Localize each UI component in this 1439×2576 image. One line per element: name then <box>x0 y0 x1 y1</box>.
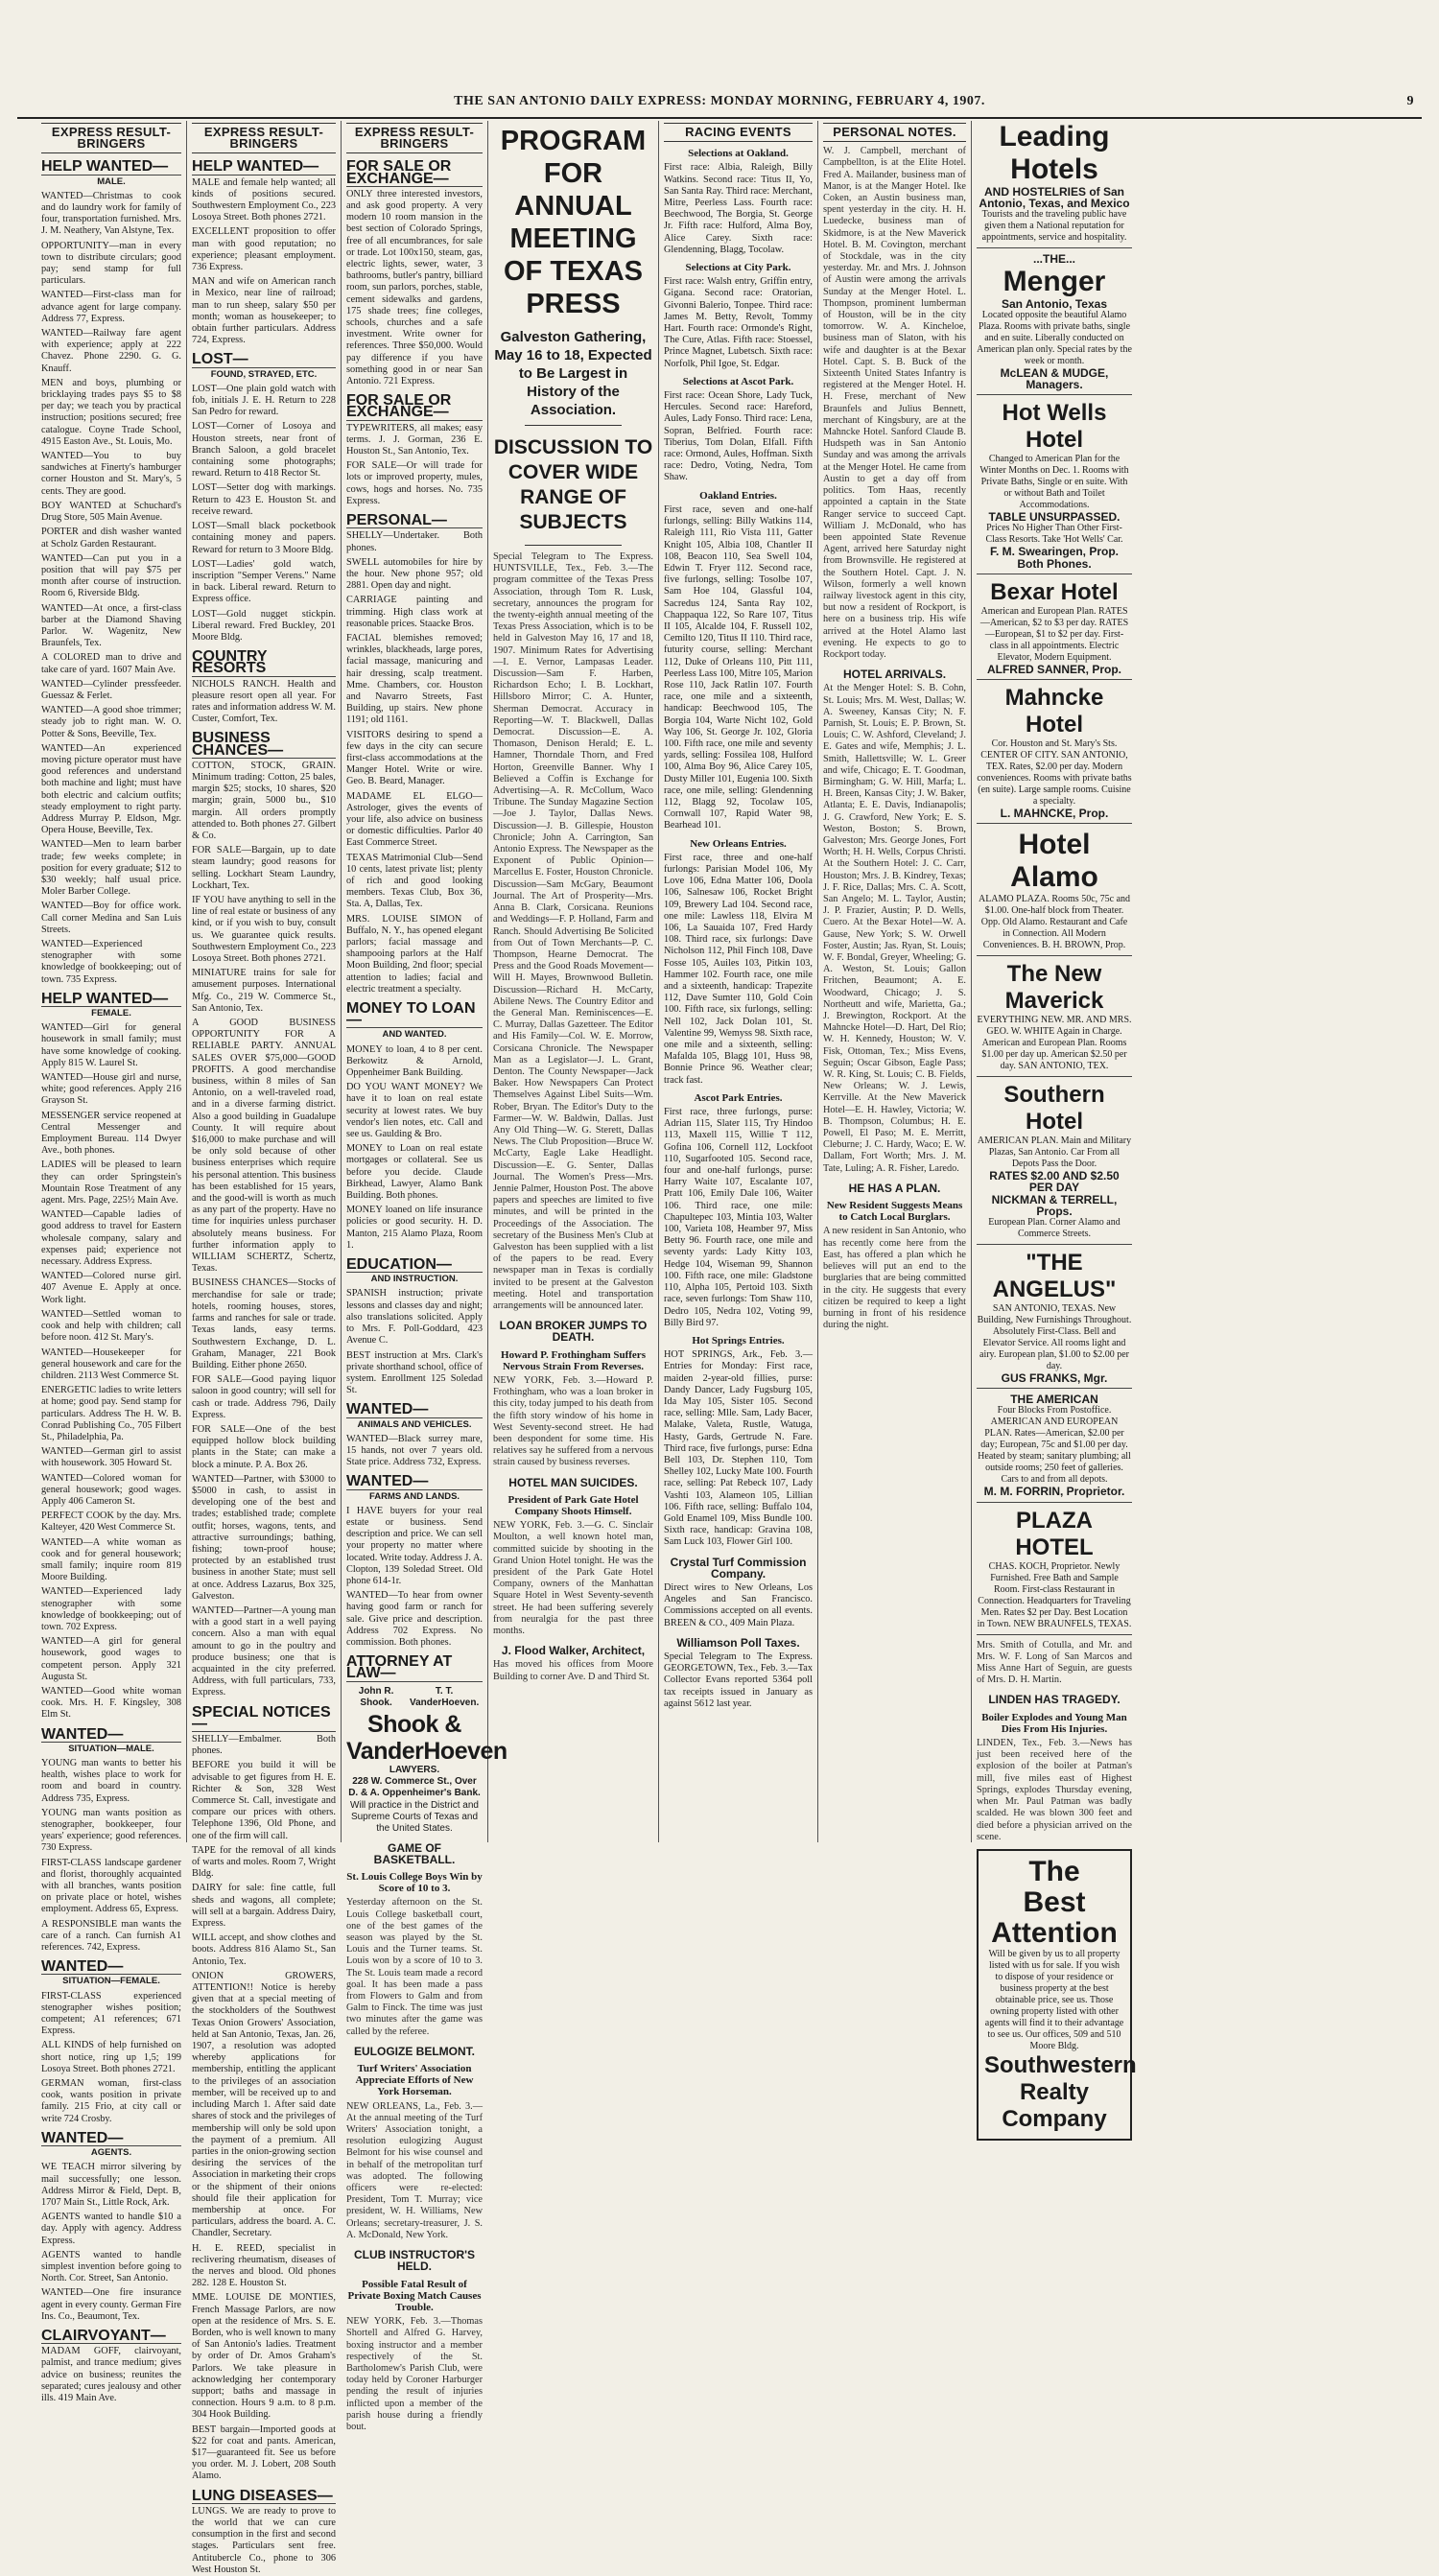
classified-ad: WANTED—Capable ladies of good address to travel for Eastern wholesale company, salary and expenses paid; experience not necessary. Address Express. <box>41 1209 181 1268</box>
classified-ad: PORTER and dish washer wanted at Scholz Garden Restaurant. <box>41 527 181 550</box>
category-heading: PERSONAL— <box>346 515 483 528</box>
classified-ad: WANTED—Colored woman for general housework; good wages. Apply 406 Cameron St. <box>41 1472 181 1507</box>
classified-ad: MAN and wife on American ranch in Mexico, near line of railroad; man to run sheep, salary $50 per month; woman as housekeeper; to obtain further particulars. Address 724, Express. <box>192 276 336 346</box>
classified-ad: GERMAN woman, first-class cook, wants position in private family. 215 Frio, at city call or write 724 Crosby. <box>41 2078 181 2124</box>
category-heading: EDUCATION— <box>346 1259 483 1273</box>
classified-ad: VISITORS desiring to spend a few days in the city can secure first-class accommodations at the Manger Hotel. Write or wire. Geo. B. Beard, Manager. <box>346 729 483 787</box>
story-headline: EULOGIZE BELMONT. <box>354 2044 475 2058</box>
hotel-name: Bexar Hotel <box>990 578 1119 605</box>
notice-body: Has moved his offices from Moore Building to corner Ave. D and Third St. <box>493 1659 653 1682</box>
category-subheading: AGENTS. <box>90 2147 132 2159</box>
hotel-extra: European Plan. Corner Alamo and Commerce Streets. <box>988 1217 1121 1240</box>
story-body: NEW ORLEANS, La., Feb. 3.—At the annual meeting of the Turf Writers' Association tonight, a resolution eulogizing August Belmont for his wise counsel and in behalf of the metropolitan turf was adopted. The following officers were re-elected: President, Tom T. Murray; vice president, W. H. Williams, New Orleans; secretary-treasurer, J. S. A. McDonald, New York. <box>346 2100 483 2240</box>
hotel-ad-american <box>977 1393 1132 1502</box>
hotel-proprietor: GUS FRANKS, Mgr. <box>1001 1371 1108 1386</box>
classified-ad: BOY WANTED at Schuchard's Drug Store, 505 Main Avenue. <box>41 500 181 524</box>
classified-ad: FIRST-CLASS experienced stenographer wishes position; competent; A1 references; 671 Express. <box>41 1990 181 2037</box>
category-subheading: AND WANTED. <box>382 1029 447 1041</box>
story-headline: HOTEL MAN SUICIDES. <box>508 1475 638 1489</box>
category-heading: FOR SALE OR EXCHANGE— <box>346 395 483 420</box>
story-headline: LOAN BROKER JUMPS TO DEATH. <box>499 1319 648 1345</box>
classified-ad: WANTED—You to buy sandwiches at Finerty's hamburger corner Houston and St. Mary's, 5 cents. They are good. <box>41 451 181 497</box>
classified-ad: OPPORTUNITY—man in every town to distribute circulars; good pay; send stamp for full particulars. <box>41 240 181 287</box>
page-number: 9 <box>1406 94 1414 108</box>
classified-ad: WANTED—First-class man for advance agent for large company. Address 77, Express. <box>41 290 181 324</box>
classified-ad: WILL accept, and show clothes and boots. Address 816 Alamo St., San Antonio, Tex. <box>192 1932 336 1967</box>
racing-section-text: HOT SPRINGS, Ark., Feb. 3.—Entries for Monday: First race, maiden 2-year-old fillies, purse: Dandy Dancer, Lady Fugsburg 105, Ida May 105, Sister 105. Second race, selling: Mlle. Sam, Lady Bacer, Malake, Valeta, Rustle, Watuga, Hasty, Gards, Gertrude N. Fare. Third race, five furlongs, purse: Edna Bell 103, Dr. Stephen 110, Tom Shelley 102, Lucky Mate 100. Fourth race, selling: Pat Rebeck 107, Lady Vashti 103, Alameon 105, Lillian 106. Fifth race, selling: Buffalo 104, Gold Enamel 109, Miss Bundle 100. Sixth race, handicap: Gravina 108, Sam Luck 103, Flower Girl 100. <box>664 1349 813 1548</box>
racing-section-title: Selections at Ascot Park. <box>682 375 794 387</box>
category-heading: COUNTRY RESORTS <box>192 651 336 676</box>
hotel-ad-bexar <box>977 579 1132 680</box>
leading-hotels-header <box>977 121 1132 248</box>
classified-ad: WANTED—Settled woman to cook and help with children; call before noon. 412 St. Mary's. <box>41 1308 181 1344</box>
column-racing <box>659 121 818 1842</box>
racing-section-title: Ascot Park Entries. <box>694 1091 783 1104</box>
hotel-ad-angelus <box>977 1250 1132 1389</box>
classified-ad: BEST instruction at Mrs. Clark's private shorthand school, office of system. Enrollment 125 Soledad St. <box>346 1349 483 1396</box>
main-headline: PROGRAM FOR ANNUAL MEETING OF TEXAS PRESS <box>500 126 647 319</box>
hotel-extra: Prices No Higher Than Other First-Class Resorts. Take 'Hot Wells' Car. <box>985 523 1123 546</box>
story-deck: President of Park Gate Hotel Company Shoots Himself. <box>507 1493 639 1518</box>
classified-ad: WANTED—House girl and nurse, white; good references. Apply 216 Grayson St. <box>41 1072 181 1107</box>
classified-ad: YOUNG man wants position as stenographer, bookkeeper, four years' experience; good references. 730 Express. <box>41 1807 181 1854</box>
classified-ad: EXCELLENT proposition to offer man with good reputation; no experience; pleasant employment. 736 Express. <box>192 226 336 273</box>
classified-ad: WANTED—Men to learn barber trade; few weeks complete; in position for every graduate; $12 to $30 weekly; half usual price. Moler Barber College. <box>41 839 181 898</box>
realty-company-name: Southwestern Realty Company <box>984 2051 1137 2132</box>
classified-ad: A COLORED man to drive and take care of yard. 1607 Main Ave. <box>41 652 181 675</box>
hotel-text: Changed to American Plan for the Winter Months on Dec. 1. Rooms with Private Baths, Single or en suite. With or without Bath and Toilet Accommodations. <box>979 454 1129 511</box>
category-heading: BUSINESS CHANCES— <box>192 733 336 758</box>
hotel-name: Hotel Alamo <box>1010 829 1098 894</box>
column-header: EXPRESS RESULT-BRINGERS <box>41 123 181 153</box>
hotel-table: TABLE UNSURPASSED. <box>988 510 1121 525</box>
classified-ad: FOR SALE—Bargain, up to date steam laundry; good reasons for selling. Lockhart Steam Laundry, Lockhart, Tex. <box>192 845 336 891</box>
classified-ad: WANTED—At once, a first-class barber at the Diamond Shaving Parlor. W. Wagenitz, New Braunfels, Tex. <box>41 602 181 649</box>
classified-ad: SPANISH instruction; private lessons and classes day and night; also translations solicited. Apply to Mrs. F. Poll-Goddard, 423 Avenue C. <box>346 1288 483 1347</box>
story-body: NEW YORK, Feb. 3.—Thomas Shortell and Alfred G. Harvey, boxing instructor and a member respectively of the St. Bartholomew's Parish Club, were today held by Coroner Harburger pending the result of injuries inflicted upon a member of the parish house during a friendly bout. <box>346 2316 483 2432</box>
story-headline: GAME OF BASKETBALL. <box>373 1840 456 1866</box>
classified-ad: SWELL automobiles for hire by the hour. New phone 957; old 2881. Open day and night. <box>346 556 483 592</box>
classified-ad: WE TEACH mirror silvering by mail successfully; one lesson. Address Mirror & Field, Dept. B, 1707 Main St., Little Rock, Ark. <box>41 2162 181 2208</box>
category-heading: WANTED— <box>41 1961 181 1975</box>
classified-ad: MADAM GOFF, clairvoyant, palmist, and trance medium; gives advice on business; reunites the separated; cures jealousy and other ills. 419 Main Ave. <box>41 2346 181 2403</box>
category-heading: ATTORNEY AT LAW— <box>346 1656 483 1681</box>
hotel-name: Southern Hotel <box>1003 1082 1105 1136</box>
divider <box>525 545 621 546</box>
hotel-managers: McLEAN & MUDGE, Managers. <box>1000 365 1109 392</box>
hotels-heading: Leading Hotels <box>999 121 1110 185</box>
hotel-text: Located opposite the beautiful Alamo Plaza. Rooms with private baths, single and en suite. Liberally conducted on American plan only. Special rates by the week or month. <box>977 309 1132 366</box>
classified-ad: WANTED—Housekeeper for general housework and care for the children. 2113 West Commerce St. <box>41 1347 181 1381</box>
column-hotel-ads <box>972 121 1137 2132</box>
racing-section-title: New Orleans Entries. <box>690 837 787 850</box>
classified-ad: AGENTS wanted to handle simplest invention before going to North. Cor. Street, San Antonio. <box>41 2249 181 2284</box>
realty-ad-best: Best <box>1023 1885 1086 1918</box>
classified-ad: FOR SALE—One of the best equipped hollow block building plants in the State; can make a block a minute. P. A. Box 26. <box>192 1423 336 1470</box>
hotels-intro: Tourists and the traveling public have given them a National reputation for appointments, service and hospitality. <box>981 209 1127 244</box>
classified-ad: LOST—Setter dog with markings. Return to 423 E. Houston St. and receive reward. <box>192 482 336 517</box>
realty-ad-text: Will be given by us to all property listed with us for sale. If you wish to dispose of your residence or business property at the best obtainable price, see us. Those owning property listed with other agents will find it to their advantage to see us. Our offices, 509 and 510 Moore Bldg. <box>984 1948 1124 2051</box>
classified-ad: FOR SALE—Or will trade for lots or improved property, mules, cows, hogs and horses. No. 735 Express. <box>346 460 483 506</box>
category-heading: HELP WANTED— <box>41 161 181 175</box>
hotel-name: THE AMERICAN <box>1010 1393 1098 1407</box>
hotel-proprietor: ALFRED SANNER, Prop. <box>986 662 1121 676</box>
masthead-title: THE SAN ANTONIO DAILY EXPRESS: MONDAY MORNING, FEBRUARY 4, 1907. <box>454 94 985 108</box>
racing-section-title: Crystal Turf Commission Company. <box>670 1555 807 1581</box>
hotel-ad-mahncke <box>977 685 1132 824</box>
hotel-text: AMERICAN PLAN. Main and Military Plazas, San Antonio. Car From all Depots Pass the Door. <box>977 1136 1132 1170</box>
classified-ad: DO YOU WANT MONEY? We have it to loan on real estate security at lowest rates. We buy vendor's lien notes, etc. Call and see us. Gaulding & Bro. <box>346 1082 483 1140</box>
attorney-names <box>346 1686 483 1709</box>
hotel-proprietor: M. M. FORRIN, Proprietor. <box>983 1485 1125 1499</box>
story-headline: HE HAS A PLAN. <box>848 1181 941 1195</box>
classified-ad: WANTED—Black surrey mare, 15 hands, not over 7 years old. State price. Address 732, Express. <box>346 1433 483 1468</box>
classified-ad: MESSENGER service reopened at Central Messenger and Employment Bureau. 114 Dwyer Ave., both phones. <box>41 1110 181 1157</box>
classified-ad: LOST—Gold nugget stickpin. Liberal reward. Fred Buckley, 201 Moore Bldg. <box>192 608 336 643</box>
classified-ad: WANTED—An experienced moving picture operator must have good references and understand both machine and light; must have both electric and calcium outfits; steady employment to right party. Address Murray P. Eldson, Mgr. Opera House, Beeville, Tex. <box>41 742 181 836</box>
classified-ad: LOST—Corner of Losoya and Houston streets, near front of Branch Saloon, a gold bracelet containing some photographs; reward. Return to 418 Rector St. <box>192 421 336 480</box>
law-firm-ad <box>346 1685 507 1835</box>
classified-ad: MRS. LOUISE SIMON of Buffalo, N. Y., has opened elegant parlors; facial massage and shampooing parlors at the Half Moon Building, 2nd floor; special attention to ladies; facial and electric treatment a specialty. <box>346 913 483 995</box>
personal-notes-body: W. J. Campbell, merchant of Campbellton, is at the Elite Hotel. Fred A. Mailander, business man of Manor, is at the Manger Hotel. Ike Coken, an Austin business man, spent yesterday in the city. H. H. Luedecke, business man of Skidmore, is at the New Maverick Hotel. B. M. Covington, merchant of Stockdale, was in the city yesterday. Mr. and Mrs. J. Johnson of Austin were among the arrivals Sunday at the Menger Hotel. L. Thompson, prominent lumberman of Houston, will be in the city tomorrow. W. A. Kincheloe, business man of Slaton, with his wife and daughter is at the Bexar Hotel. Capt. S. B. Buck of the Sixteenth United States Infantry is registered at the Menger Hotel. H. H. Frese, merchant of New Braunfels and Julius Bennett, merchant of Kingsbury, are at the Mahncke Hotel. Sanford Claude B. Hudspeth was in San Antonio Sunday and was among the arrivals at the Menger Hotel. He came from Austin to get a day off from politics. Tom Haas, recently appointed a captain in the State Ranger service to succeed Capt. William J. McDonald, who has been appointed State Revenue Agent, arrived here Saturday night from Brownsville. He registered at the Southern Hotel. Capt. J. N. Wilson, formerly a well known railway livestock agent in this city, but now a resident of Rockport, is here on a business trip. His wife arrived at the Hotel Alamo last evening. He expects to go to Rockport today. <box>823 146 966 660</box>
classified-ad: MADAME EL ELGO—Astrologer, gives the events of your life, also advice on business or domestic difficulties. Parlor 40 East Commerce Street. <box>346 790 483 849</box>
classified-ad: IF YOU have anything to sell in the line of real estate or business of any kind, or if you wish to buy, consult us. We guarantee quick results. Southwestern Employment Co., 223 Losoya Street. Both phones 2721. <box>192 894 336 964</box>
classified-ad: ENERGETIC ladies to write letters at home; good pay. Send stamp for particulars. Address The H. W. B. Conrad Publishing Co., 705 Filbert St., Philadelphia, Pa. <box>41 1385 181 1442</box>
story-body: Special Telegram to The Express. HUNTSVILLE, Tex., Feb. 3.—The program committee of the Texas Press Association, through Tom R. Lusk, secretary, announces the program for the twenty-eighth annual meeting of the Texas Press Association, which is to be held in Galveston May 16, 17 and 18, 1907. Minimum Rates for Advertising—I. E. Vernor, Lampasas Leader. Discussion—Sam F. Harben, Richardson Echo; I. B. Lockhart, Hillsboro Mirror; C. A. Hunter, Sherman Democrat. Accuracy in Reporting—W. T. Blackwell, Dallas Democrat. Discussion—E. A. Thomason, Denison Herald; E. L. Hamner, Thorndale Thorn, and Fred Horton, Greenville Banner. Why I Believed a Coffin is Exchange for Advertising—A. R. McCollum, Waco Tribune. The Sunday Magazine Section—Joe J. Taylor, Dallas News. Discussion—J. B. Gillespie, Houston Chronicle; John A. Carrington, San Antonio Express. The Newspaper as the Exponent of Public Opinion—Marcellus E. Foster, Houston Chronicle. Discussion—Sam McGary, Beaumont Journal. The Art of Prosperity—Mrs. Anna B. Clark, Corsicana. Reunions and Weddings—F. P. Holland, Farm and Ranch. Should Advertising Be Solicited from Out of Town Merchants—P. C. Thompson, Hearne Democrat. The Press and the Good Roads Movement—Will H. Mayes, Brownwood Bulletin. Discussion—Richard H. McCarty, Abilene News. The Country Editor and the General Man. Reminiscences—E. C. Murray, Dallas Gazetteer. The Editor and His Family—Col. W. E. Morrow, Corsicana Chronicle. The Newspaper Man as a Legislator—J. L. Grant, Denton. The County Newspaper—Jack Baker. How Newspapers Can Protect Themselves Against Libel Suits—Wm. Rober, Bryan. The Editor's Duty to the Farmer—W. W. Baldwin, Dallas. Just Any Old Thing—W. G. Sterett, Dallas News. The Club Proposition—Bruce W. McCarty, Eagle Lake Headlight. Discussion—E. G. Senter, Dallas Journal. The Women's Press—Mrs. Jennie Palmer, Houston Post. The above papers and speeches are limited to five minutes, and will be printed in the Proceedings of the Association. The secretary of the Business Men's Club at Galveston has been supplied with a list of the papers to be read. Every newspaper man in Texas is cordially invited to be present at the Galveston meeting. Hotel and transportation arrangements will be announced later. <box>493 551 653 1311</box>
hotel-text: ALAMO PLAZA. Rooms 50c, 75c and $1.00. One-half block from Theater. Opp. Old Alamo. Restaurant and Cafe in Connection. All Modern Conveniences. B. H. BROWN, Prop. <box>978 894 1131 951</box>
realty-ad-the: The <box>1028 1855 1080 1887</box>
racing-section-text: Special Telegram to The Express. GEORGETOWN, Tex., Feb. 3.—Tax Collector Evans reported 5364 poll tax receipts issued in January as against 5612 last year. <box>664 1651 813 1709</box>
classified-ad: NICHOLS RANCH. Health and pleasure resort open all year. For rates and information address W. M. Custer, Comfort, Tex. <box>192 678 336 725</box>
classified-ad: H. E. REED, specialist in reclivering rheumatism, diseases of the nerves and blood. Old phones 282. 128 E. Houston St. <box>192 2242 336 2289</box>
divider <box>525 425 621 426</box>
classified-ad: WANTED—Can put you in a position that will pay $75 per month after course of instruction. Room 6, Riverside Bldg. <box>41 552 181 599</box>
hotel-name: Mahncke Hotel <box>1004 685 1104 738</box>
story-body: NEW YORK, Feb. 3.—G. C. Sinclair Moulton, a well known hotel man, committed suicide by shooting in the Grand Union Hotel tonight. He was the president of the Park Gate Hotel Company, owners of the Manhattan Square Hotel in West Seventy-seventh street. He had been suffering severely from neuralgia for the past three months. <box>493 1520 653 1637</box>
category-heading: WANTED— <box>41 2133 181 2146</box>
classified-ad: TEXAS Matrimonial Club—Send 10 cents, latest private list; plenty of rich and good looking members. Texas Club, Box 36, Sta. A, Dallas, Tex. <box>346 852 483 910</box>
classified-ad: WANTED—Partner, with $3000 to $5000 in cash, to assist in developing one of the best and trades; established trade; complete outfit; horses, wagons, tents, and attractive surroundings; bathing, fishing; town-proof house; protected by an established trust business in another State; must sell at once. Address Lazarus, Box 325, Galveston. <box>192 1473 336 1602</box>
category-heading: WANTED— <box>346 1404 483 1417</box>
classified-ad: SHELLY—Undertaker. Both phones. <box>346 530 483 553</box>
hotel-city: San Antonio, Texas <box>1001 296 1107 311</box>
classified-ad: PERFECT COOK by the day. Mrs. Kalteyer, 420 West Commerce St. <box>41 1510 181 1534</box>
hotel-rates: RATES $2.00 AND $2.50 PER DAY <box>989 1169 1120 1195</box>
classified-ad: WANTED—A good shoe trimmer; steady job to right man. W. O. Potter & Sons, Beeville, Tex. <box>41 705 181 739</box>
hotel-name: Hot Wells Hotel <box>1002 400 1107 454</box>
attorney-name: T. T. VanderHoeven. <box>409 1685 480 1708</box>
hotels-subheading: AND HOSTELRIES of San Antonio, Texas, and Mexico <box>979 185 1130 211</box>
hotel-name: Menger <box>1003 265 1106 297</box>
column-classifieds-3 <box>342 121 507 2432</box>
classified-ad: LOST—Ladies' gold watch, inscription "Semper Verens." Name in back. Liberal reward. Return to Express office. <box>192 558 336 605</box>
story-headline: LINDEN HAS TRAGEDY. <box>988 1693 1121 1707</box>
hotel-ad-menger <box>977 253 1132 395</box>
racing-section-text: First race, three and one-half furlongs: Parisian Model 106, My Love 106, Edna Matter 106, Doola 106, Salnesaw 106, Rocket Bright 109, Brewery Lad 104. Second race, one mile: Lawless 118, Elvira M 106, La Sauaida 107, Fred Hardy 108. Third race, six furlongs: Dave Nicholson 112, Phil Finch 108, Dave Fosse 105, Auiles 103, Pitkin 103, Hammer 102. Fourth race, one mile and a sixteenth, handicap: Trapezite 112, Dave Sumter 110, Gold Coin 100. Fifth race, six furlongs, selling: Nell 102, Jack Dolan 101, St. Valentine 99, Wemyss 98. Sixth race, one mile and a sixteenth, selling: Mafalda 105, Blagg 101, Huss 98, Bonnie Prince 96. Weather clear; track fast. <box>664 852 813 1086</box>
hotel-ad-maverick <box>977 961 1132 1077</box>
racing-section-text: Direct wires to New Orleans, Los Angeles and San Francisco. Commissions accepted on all events. BREEN & CO., 409 Main Plaza. <box>664 1581 813 1628</box>
section-headline: HOTEL ARRIVALS. <box>842 667 947 682</box>
classified-ad: WANTED—Railway fare agent with experience; apply at 222 Chavez. Phone 2290. G. G. Knauff. <box>41 328 181 374</box>
racing-section-text: First race, three furlongs, purse: Adrian 115, Slater 115, Try Hindoo 113, Maxell 115, Willie T 112, Gofina 106, Cornell 112, Lockfoot 110, Sugarfooted 105. Second race, four and one-half furlongs, purse: Harry Waite 107, Escalante 107, Pratt 106, Emily Dale 106, Waiter 106. Third race, one mile: Chapultepec 103, Mintia 103, Walter 100, Varieta 108, Heamber 97, Miss Betty 96. Fourth race, one mile and seventy yards: Lady Kitty 103, Hedge 104, Wiseman 99, Shannon 100. Fifth race, one mile: Gladstone 110, Alpha 105, Pertoid 103. Sixth race, seven furlongs: Tom Shaw 110, Dedro 105, Nedra 102, Voting 99, Billy Bird 97. <box>664 1107 813 1328</box>
category-heading: HELP WANTED— <box>192 161 336 175</box>
hotel-name: PLAZA HOTEL <box>1015 1507 1094 1560</box>
classified-ad: ONION GROWERS, ATTENTION!! Notice is hereby given that at a special meeting of the stockholders of the Southwest Texas Onion Growers' Association, held at San Antonio, Texas, Jan. 26, 1907, a resolution was adopted whereby applications for membership, entitling the applicant to the privileges of an association member, will be received up to and including March 1. After said date shares of stock and the privileges of membership will only be sold upon the payment of a premium. All parties in the onion-growing section desiring the services of the Association in marketing their crops or the shipment of their onions should file their application for membership at once. For particulars, address the board. A. C. Chandler, Secretary. <box>192 1970 336 2239</box>
classified-ad: A GOOD BUSINESS OPPORTUNITY FOR A RELIABLE PARTY. ANNUAL SALES OVER $75,000—GOOD PROFITS. A good merchandise business, within 8 miles of San Antonio, on a well-traveled road, and in a diverse farming district. Also a good building in Guadalupe County. It will require about $16,000 to make purchase and will be only sold because of other business enterprises which require his personal attention. This business has been established for 15 years, and the good-will is worth as much as any part of the property. Have no time for inquiries unless purchaser absolutely means business. For further information apply to WILLIAM SCHERTZ, Schertz, Texas. <box>192 1018 336 1275</box>
classified-ad: LOST—One plain gold watch with fob, initials J. E. H. Return to 228 San Pedro for reward. <box>192 383 336 418</box>
classified-ad: AGENTS wanted to handle $10 a day. Apply with agency. Address Express. <box>41 2212 181 2246</box>
classified-ad: MINIATURE trains for sale for amusement purposes. International Mfg. Co., 219 W. Commerce St., San Antonio, Tex. <box>192 968 336 1014</box>
column-header: EXPRESS RESULT-BRINGERS <box>346 123 483 153</box>
hotel-name: The New Maverick <box>1004 961 1104 1015</box>
hotel-proprietor: L. MAHNCKE, Prop. <box>1000 807 1109 821</box>
story-deck: New Resident Suggests Means to Catch Local Burglars. <box>826 1200 963 1224</box>
story-deck: Boiler Explodes and Young Man Dies From His Injuries. <box>981 1711 1127 1735</box>
attorney-name: John R. Shook. <box>358 1685 394 1708</box>
classified-ad: FOR SALE—Good paying liquor saloon in good country; will sell for cash or trade. Address 796, Daily Express. <box>192 1374 336 1420</box>
racing-section-text: First race, seven and one-half furlongs, selling: Billy Watkins 114, Raleigh 111, Rio Vista 111, Gatter Knight 105, Albia 108, Chantler II 108, Beacon 110, Sea Swell 104, Edwin T. Fryer 112. Second race, five furlongs, selling: Tosolbe 107, Sam Hoe 104, Glassful 104, Sacredus 124, Santa Ray 102, Chappaqua 122, So Rare 107, Titus II 105, Alcalde 104, F. Russell 102, Cemilto 120, Titus II 110. Third race, futurity course, selling: Merchant 112, Duke of Orleans 110, Pitt 111, Peerless Lass 100, Mitre 105, Marion Rose 110, Jack Ratlin 107. Fourth race, one mile and a sixteenth, handicap: Beechwood 105, The Borgia 104, Warte Nicht 102, Gold Way 106, St. George Jr. 102, Gloria 100. Fifth race, one mile and seventy yards, selling: Fossilea 108, Hulford 100, Alma Boy 96, Alice Carey 105, Dusty Miller 101, Eugenia 100. Sixth race, one mile, selling: Glendenning 112, Blagg 92, Tocolaw 105, Cornwall 107, Rapid Water 98, Bearhead 101. <box>664 503 813 831</box>
classified-ad: YOUNG man wants to better his health, wishes place to work for room and board in country. Address 735, Express. <box>41 1758 181 1804</box>
classified-ad: WANTED—A girl for general housework, good wages to competent person. Apply 321 Augusta St. <box>41 1636 181 1682</box>
law-firm-label: LAWYERS. <box>389 1764 440 1775</box>
column-classifieds-1 <box>36 121 187 2403</box>
hotel-text: EVERYTHING NEW. MR. AND MRS. GEO. W. WHITE Again in Charge. American and European Plan. Rooms $1.00 per day up. American $2.50 per day. SAN ANTONIO, TEX. <box>977 1015 1132 1072</box>
racing-section-title: Hot Springs Entries. <box>692 1334 785 1347</box>
column-news-press <box>488 121 659 1842</box>
classified-ad: BEFORE you build it will be advisable to get figures from H. E. Richter & Son, 328 West Commerce St. Call, investigate and compare our prices with others. Telephone 1396, Old Phone, and one of the firm will call. <box>192 1760 336 1841</box>
classified-ad: MONEY to Loan on real estate mortgages or collateral. See us before you decide. Claude Birkhead, Lawyer, Alamo Bank Building. Both phones. <box>346 1143 483 1202</box>
racing-section-title: Oakland Entries. <box>699 489 777 502</box>
classified-ad: WANTED—German girl to assist with housework. 305 Howard St. <box>41 1446 181 1469</box>
classified-ad: WANTED—Experienced lady stenographer with some knowledge of bookkeeping; out of town. 702 Express. <box>41 1586 181 1632</box>
hotel-proprietor: F. M. Swearingen, Prop. Both Phones. <box>989 545 1120 571</box>
hotel-text: Four Blocks From Postoffice. AMERICAN AND EUROPEAN PLAN. Rates—American, $2.00 per day; European, 75c and $1.00 per day. Heated by steam; sanitary plumbing; all outside rooms; 250 feet of galleries. Cars to and from all depots. <box>978 1405 1131 1486</box>
racing-section-title: Selections at Oakland. <box>688 148 789 160</box>
classified-ad: WANTED—Girl for general housework in small family; must have some knowledge of cooking. Apply 815 W. Laurel St. <box>41 1022 181 1068</box>
category-subheading: FOUND, STRAYED, ETC. <box>210 368 318 380</box>
classified-ad: BEST bargain—Imported goods at $22 for coat and pants. American, $17—guaranteed fit. See us before you order. M. J. Lobert, 208 South Alamo. <box>192 2424 336 2482</box>
classified-ad: MEN and boys, plumbing or bricklaying trades pays $5 to $8 per day; we teach you by practical instruction; positions secured; free catalogue. Coyne Trade School, 4915 Easton Ave., St. Louis, Mo. <box>41 377 181 447</box>
secondary-headline: DISCUSSION TO COVER WIDE RANGE OF SUBJECTS <box>493 436 653 533</box>
category-heading: HELP WANTED— <box>41 994 181 1007</box>
main-deck: Galveston Gathering, May 16 to 18, Expected to Be Largest in History of the Association. <box>494 329 652 418</box>
category-heading: MONEY TO LOAN— <box>346 1003 483 1028</box>
realty-ad <box>977 1849 1137 2141</box>
story-deck: Turf Writers' Association Appreciate Efforts of New York Horseman. <box>355 2063 474 2098</box>
classified-ad: MALE and female help wanted; all kinds of positions secured. Southwestern Employment Co., 223 Losoya Street. Both phones 2721. <box>192 176 336 223</box>
story-body: Yesterday afternoon on the St. Louis College basketball court, one of the best games of the season was played by the St. Louis and the Turner teams. St. Louis won by a score of 10 to 3. The St. Louis team made a record goal. It has been made a pass from Flowers to Galm and from Galm to Finck. The time was just two minutes after the game was called by the referee. <box>346 1897 483 2037</box>
hotel-arrivals-body: At the Menger Hotel: S. B. Cohn, St. Louis; Mrs. M. West, Dallas; W. A. Sweeney, Kansas City; N. F. Parnish, St. Louis; E. P. Brown, St. Louis; C. W. Ashford, Cleveland; J. E. Gates and wife, Memphis; J. L. Smith, Hallettsville; W. L. Greer and wife, Chicago; E. T. Goodman, Birmingham; G. W. Hill, Marfa; L. H. Breen, Kansas City; J. W. Baker, Atlanta; E. E. Davis, Indianapolis; J. G. Crawford, New York; E. S. Weston, Boston; S. Brown, Galveston; Mrs. George Jones, Fort Worth; H. H. Wells, Corpus Christi. At the Southern Hotel: J. C. Carr, Houston; Mrs. J. B. Kindrey, Texas; J. F. Rice, Dallas; Mrs. C. A. Scott, San Angelo; M. L. Taylor, Austin; J. P. Frazier, Austin; P. D. Wells, Cuero. At the Bexar Hotel—W. A. Gause, New York; S. W. Orwell Foster, Austin; Jas. Ryan, St. Louis; W. F. Bondal, Greyer, Wheeling; G. A. Weston, St. Louis; Gallon Fritchen, Beaumont; A. E. Woodward, Chicago; J. S. Northeutt and wife, Marietta, Ga.; J. Brewington, Rockport. At the Mahncke Hotel—D. Hart, Del Rio; W. H. Kennedy, Houston; W. V. Fisk, Ottoman, Tex.; Miss Evens, Seguin; Oscar Gibson, Eagle Pass; W. R. King, St. Louis; C. B. Fields, New Orleans; W. J. Lewis, Kerrville. At the New Maverick Hotel—E. H. Hawley, Victoria; W. B. Thompson, Columbus; H. E. Powell, El Paso; M. E. Merritt, Cleburne; J. C. Hardy, Waco; E. W. Dallam, Fort Worth; Mrs. J. M. Tate, Luling; A. R. Fisher, Laredo. <box>823 683 966 1174</box>
classified-ad: WANTED—Colored nurse girl. 407 Avenue E. Apply at once. Work light. <box>41 1271 181 1305</box>
classified-ad: WANTED—Partner—A young man with a good start in a well paying concern. Also a man with equal amount to go in the poultry and produce business; one that is acquainted in the city preferred. Address, with full particulars, 733, Express. <box>192 1604 336 1698</box>
column-personal-notes <box>818 121 972 1842</box>
category-subheading: MALE. <box>97 176 126 187</box>
category-heading: FOR SALE OR EXCHANGE— <box>346 161 483 186</box>
classified-ad: WANTED—Experienced stenographer with some knowledge of bookkeeping; out of town. 735 Express. <box>41 939 181 985</box>
masthead <box>17 88 1422 119</box>
classified-ad: WANTED—A white woman as cook and for general housework; small family; inquire room 819 Moore Building. <box>41 1536 181 1583</box>
classified-ad: WANTED—Good white woman cook. Mrs. H. F. Kingsley, 308 Elm St. <box>41 1685 181 1721</box>
classified-ad: WANTED—Cylinder pressfeeder. Guessaz & Ferlet. <box>41 678 181 701</box>
columns <box>36 121 1422 2575</box>
classified-ad: LADIES will be pleased to learn they can order Springstein's Mountain Rose Treatment of any agent. Mrs. Page, 225½ Main Ave. <box>41 1159 181 1206</box>
classified-ad: MME. LOUISE DE MONTIES, French Massage Parlors, are now open at the residence of Mrs. S. E. Borden, who is well known to many of San Antonio's ladies. Treatment by order of Dr. Amos Graham's Parlors. We take pleasure in acknowledging her contemporary support; baths and massage in connection. Hours 9 a.m. to 8 p.m. 304 Hook Building. <box>192 2292 336 2421</box>
hotel-proprietor: NICKMAN & TERRELL, Props. <box>991 1192 1118 1218</box>
classified-ad: CARRIAGE painting and trimming. High class work at reasonable prices. Staacke Bros. <box>346 595 483 629</box>
category-heading: WANTED— <box>41 1729 181 1743</box>
classified-ad: ALL KINDS of help furnished on short notice, ring up 1,5; 199 Losoya Street. Both phones 2721. <box>41 2040 181 2074</box>
story-body: LINDEN, Tex., Feb. 3.—News has just been received here of the explosion of the boiler at Patman's mill, five miles east of Highest Springs, explodes Thursday evening, when Mr. Paul Patman was badly scalded. He was blown 300 feet and died before a physician arrived on the scene. <box>977 1738 1132 1842</box>
hotel-ad-southern <box>977 1082 1132 1245</box>
category-heading: CLAIRVOYANT— <box>41 2330 181 2344</box>
classified-ad: DAIRY for sale: fine cattle, full sheds and wagons, all complete; will sell at a bargain. Address Dairy, Express. <box>192 1883 336 1930</box>
story-body: A new resident in San Antonio, who has recently come here from the East, has offered a plan which he believes will put an end to the burglaries that are being committed in the city. He suggests that every citizen be required to keep a light burning in front of his residence during the night. <box>823 1226 967 1331</box>
story-body: Mrs. Smith of Cotulla, and Mr. and Mrs. W. F. Long of San Marcos and Miss Anne Hart of Seguin, are guests of Mrs. D. H. Martin. <box>977 1639 1132 1686</box>
column-header: PERSONAL NOTES. <box>823 123 966 142</box>
classified-ad: I HAVE buyers for your real estate or business. Send description and price. We can sell your property no matter where located. Write today. Address J. A. Clopton, 139 Soledad Street. Old phone 614-1r. <box>346 1505 483 1586</box>
classified-ad: MONEY loaned on life insurance policies or good security. H. D. Manton, 215 Alamo Plaza, Room 1. <box>346 1205 483 1251</box>
classified-ad: ONLY three interested investors, and ask good property. A very modern 10 room mansion in the best section of Colorado Springs, free of all encumbrances, for sale or trade. Lot 100x150, steam, gas, electric lights, sewer, water, 3 bathrooms, butler's pantry, billiard room, sun parlors, porches, stable, cement sidewalks and gardens, 175 shade trees; fine colleges, schools, churches and a safe investment. Write owner for references. Three $50,000. Would pay difference if you have something good in or near San Antonio. 721 Express. <box>346 188 483 387</box>
classified-ad: LUNGS. We are ready to prove to the world that we can cure consumption in the first and second stages. Particulars sent free. Antitubercle Co., phone to 306 West Houston St. <box>192 2505 336 2575</box>
classified-ad: A RESPONSIBLE man wants the care of a ranch. Can furnish A1 references. 742, Express. <box>41 1918 181 1954</box>
category-subheading: ANIMALS AND VEHICLES. <box>357 1418 472 1430</box>
story-headline: CLUB INSTRUCTOR'S HELD. <box>354 2248 475 2274</box>
notice-headline: J. Flood Walker, Architect, <box>501 1644 646 1658</box>
category-heading: SPECIAL NOTICES— <box>192 1707 336 1732</box>
classified-ad: WANTED—To hear from owner having good farm or ranch for sale. Give price and description. Address 702 Express. No commission. Both phones. <box>346 1590 483 1648</box>
category-subheading: SITUATION—MALE. <box>68 1743 154 1754</box>
classified-ad: WANTED—Boy for office work. Call corner Medina and San Luis Streets. <box>41 901 181 935</box>
classified-ad: TAPE for the removal of all kinds of warts and moles. Room 7, Wright Bldg. <box>192 1844 336 1880</box>
classified-ad: FACIAL blemishes removed; wrinkles, blackheads, large pores, facial massage, manicuring and hair dressing, scalp treatment. Mme. Chambers, cor. Houston and Navarro Streets, Fast Building, up stairs. New phone 1191; old 1161. <box>346 632 483 726</box>
column-header: RACING EVENTS <box>664 123 813 142</box>
category-subheading: FEMALE. <box>91 1008 131 1019</box>
category-subheading: FARMS AND LANDS. <box>368 1490 460 1502</box>
story-deck: St. Louis College Boys Win by Score of 10 to 3. <box>346 1871 483 1895</box>
law-firm-address: 228 W. Commerce St., Over D. & A. Oppenheimer's Bank. <box>348 1776 481 1799</box>
classified-ad: FIRST-CLASS landscape gardener and florist, thoroughly acquainted with all branches, wants position on private place or hotel, wishes employment. Address 65, Express. <box>41 1857 181 1915</box>
racing-section-title: Williamson Poll Taxes. <box>676 1635 800 1650</box>
hotel-text: American and European Plan. RATES—American, $2 to $3 per day. RATES—European, $1 to $2 per day. First-class in all appointments. Electric Elevator, Modern Equipment. <box>979 605 1129 663</box>
racing-section-text: First race: Ocean Shore, Lady Tuck, Hercules. Second race: Hareford, Aules, Lady Fonso. Third race: Lena, Sopran, Belfried. Fourth race: Tiberius, Tom Dolan, Elfall. Fifth race: Ormond, Aules, Hoffman. Sixth race: Dedro, Voting, Nedra, Tom Shaw. <box>664 390 813 483</box>
hotel-text: SAN ANTONIO, TEXAS. New Building, New Furnishings Throughout. Absolutely First-Class. Bell and Elevator Service. All rooms light and airy. European plan, $1.00 to $2.00 per day. <box>977 1303 1132 1372</box>
hotel-ad-plaza <box>977 1508 1132 1635</box>
classified-ad: COTTON, STOCK, GRAIN. Minimum trading: Cotton, 25 bales, margin $25; stocks, 10 shares, $20 margin; grain, 5000 bu., $10 margin. All orders promptly attended to. Both phones 27. Gilbert & Co. <box>192 760 336 841</box>
classified-ad: BUSINESS CHANCES—Stocks of merchandise for sale or trade; hotels, rooming houses, stores, farms and ranches for sale or trade. Texas lands, easy terms. Southwestern Exchange, D. L. Graham, Manager, 221 Book Building. Either phone 2650. <box>192 1277 336 1370</box>
category-subheading: AND INSTRUCTION. <box>370 1274 459 1285</box>
column-classifieds-2 <box>187 121 342 2575</box>
hotel-text: CHAS. KOCH, Proprietor. Newly Furnished. Free Bath and Sample Room. First-class Restaurant in Connection. Headquarters for Traveling Men. Rates $2 per Day. Best Location in Town. NEW BRAUNFELS, TEXAS. <box>977 1560 1132 1629</box>
hotel-the: ...THE... <box>1032 252 1075 267</box>
category-heading: LOST— <box>192 354 336 367</box>
classified-ad: MONEY to loan, 4 to 8 per cent. Berkowitz & Arnold, Oppenheimer Bank Building. <box>346 1043 483 1079</box>
hotel-text: Cor. Houston and St. Mary's Sts. CENTER OF CITY. SAN ANTONIO, TEX. Rates, $2.00 per day. Modern conveniences. Rooms with private baths (en suite). Large sample rooms. Cuisine a specialty. <box>977 738 1132 808</box>
column-header: EXPRESS RESULT-BRINGERS <box>192 123 336 153</box>
classified-ad: LOST—Small black pocketbook containing money and papers. Reward for return to 3 Moore Bldg. <box>192 521 336 555</box>
story-deck: Possible Fatal Result of Private Boxing Match Causes Trouble. <box>347 2278 482 2313</box>
category-subheading: SITUATION—FEMALE. <box>62 1976 160 1987</box>
classified-ad: WANTED—One fire insurance agent in every county. German Fire Ins. Co., Beaumont, Tex. <box>41 2287 181 2322</box>
classified-ad: WANTED—Christmas to cook and do laundry work for family of four, transportation furnished. Mrs. J. M. Neathery, Van Alstyne, Tex. <box>41 190 181 237</box>
racing-section-text: First race: Albia, Raleigh, Billy Watkins. Second race: Titus II, Yo, San Santa Ray. Third race: Merchant, Mitre, Peerless Lass. Fourth race: Beechwood, The Borgia, St. George Jr. Fifth race: Hulford, Alma Boy, Alice Carey. Sixth race: Glendenning, Blagg, Tocolaw. <box>664 162 813 255</box>
category-heading: LUNG DISEASES— <box>192 2491 336 2504</box>
story-deck: Howard P. Frothingham Suffers Nervous Strain From Reverses. <box>501 1348 646 1372</box>
classified-ad: SHELLY—Embalmer. Both phones. <box>192 1734 336 1757</box>
racing-section-text: First race: Walsh entry, Griffin entry, Gigana. Second race: Oratorian, Givonni Balerio, Tonpee. Third race: James M. Betty, Revolt, Tommy Hart. Fourth race: Ormonde's Right, The Cure, Atlas. Fifth race: Stoessel, Prince Magnet, Lubetsch. Sixth race: Norfolk, Phil Igoe, St. Edgar. <box>664 276 813 369</box>
racing-section-title: Selections at City Park. <box>685 262 791 274</box>
classified-ad: TYPEWRITERS, all makes; easy terms. J. J. Gorman, 236 E. Houston St., San Antonio, Tex. <box>346 422 483 457</box>
story-body: NEW YORK, Feb. 3.—Howard P. Frothingham, who was a loan broker in this city, today jumped to his death from the fifth story window of his home in West Seventy-second street. He had been despondent for some time. His relatives say he suffered from a nervous strain caused by business reverses. <box>493 1375 653 1468</box>
law-firm-name: Shook & VanderHoeven <box>346 1710 507 1765</box>
hotel-ad-hotwells <box>977 400 1132 574</box>
category-heading: WANTED— <box>346 1476 483 1489</box>
law-firm-practice: Will practice in the District and Supreme Courts of Texas and the United States. <box>350 1799 479 1834</box>
hotel-ad-alamo <box>977 829 1132 956</box>
realty-ad-attention: Attention <box>991 1916 1118 1949</box>
hotel-name: "THE ANGELUS" <box>992 1250 1117 1303</box>
